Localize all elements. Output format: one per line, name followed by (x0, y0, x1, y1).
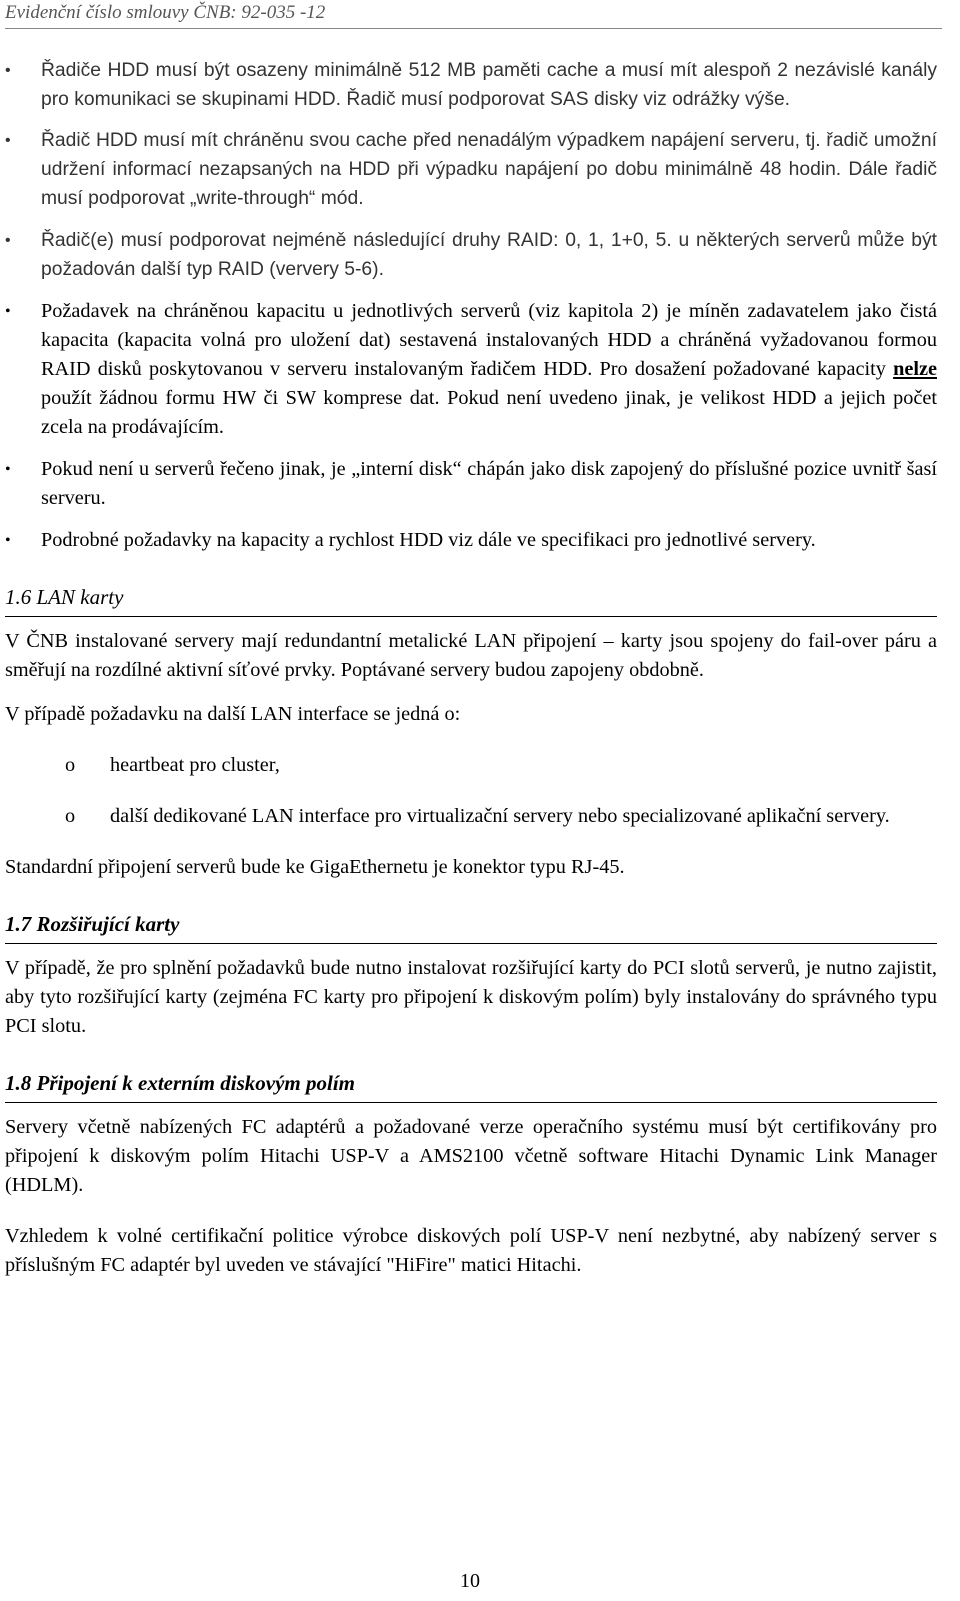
paragraph: Servery včetně nabízených FC adaptérů a požadované verze operačního systému musí být certifikovány pro připojení k diskovým polím Hitachi USP-V a AMS2100 včetně software Hitachi Dynamic Link Manager (HDLM). (5, 1116, 937, 1196)
list-item-text: Řadič(e) musí podporovat nejméně následující druhy RAID: 0, 1, 1+0, 5. u některých serverů může být požadován další typ RAID (ververy 5-6). (41, 230, 937, 280)
list-item-text: Podrobné požadavky na kapacity a rychlost HDD viz dále ve specifikaci pro jednotlivé servery. (41, 529, 816, 551)
bullet-icon: • (5, 532, 11, 549)
paragraph: V případě, že pro splnění požadavků bude nutno instalovat rozšiřující karty do PCI slotů serverů, je nutno zajistit, aby tyto rozšiřující karty (zejména FC karty pro připojení k diskovým polím) byly instalovány do správného typu PCI slotu. (5, 957, 937, 1037)
paragraph: Vzhledem k volné certifikační politice výrobce diskových polí USP-V není nezbytné, aby nabízený server s příslušným FC adaptér byl uveden ve stávající "HiFire" matici Hitachi. (5, 1225, 937, 1276)
sub-list-item (5, 751, 937, 780)
section-heading-expansion-cards: 1.7 Rozšiřující karty (5, 910, 937, 944)
bullet-icon: • (5, 303, 11, 320)
list-item (5, 226, 937, 284)
header-rule (5, 28, 942, 29)
list-item-text: Pokud není u serverů řečeno jinak, je „interní disk“ chápán jako disk zapojený do příslušné pozice uvnitř šasí serveru. (41, 458, 937, 509)
paragraph: V případě požadavku na další LAN interface se jedná o: (5, 703, 461, 725)
emphasis-text: nelze (893, 358, 937, 380)
circle-bullet-icon: o (65, 805, 76, 827)
list-item-text: použít žádnou formu HW či SW komprese dat. Pokud není uvedeno jinak, je velikost HDD a jejich počet zcela na prodávajícím. (41, 387, 937, 438)
requirements-list (5, 56, 937, 555)
list-item (5, 56, 937, 114)
sub-list-item-text: další dedikované LAN interface pro virtualizační servery nebo specializované aplikační servery. (110, 805, 890, 827)
paragraph: V ČNB instalované servery mají redundantní metalické LAN připojení – karty jsou spojeny do fail-over páru a směřují na rozdílné aktivní síťové prvky. Poptávané servery budou zapojeny obdobně. (5, 630, 937, 681)
list-item-text: Požadavek na chráněnou kapacitu u jednotlivých serverů (viz kapitola 2) je míněn zadavatelem jako čistá kapacita (kapacita volná pro uložení dat) sestavená instalovaných HDD a chráněná vyžadovanou formou RAID disků poskytovanou v serveru instalovaným řadičem HDD. Pro dosažení požadované kapacity (41, 300, 937, 380)
lan-interface-list (5, 751, 937, 831)
list-item-text: Řadič HDD musí mít chráněnu svou cache před nenadálým výpadkem napájení serveru, tj. řadič umožní udržení informací nezapsaných na HDD při výpadku napájení po dobu minimálně 48 hodin. Dále řadič musí podporovat „write-through“ mód. (41, 130, 937, 209)
bullet-icon: • (5, 132, 11, 149)
bullet-icon: • (5, 232, 11, 249)
page-number: 10 (460, 1570, 480, 1592)
list-item (5, 297, 937, 442)
document-content (5, 56, 937, 1295)
sub-list-item (5, 802, 937, 831)
list-item-text: Řadiče HDD musí být osazeny minimálně 512 MB paměti cache a musí mít alespoň 2 nezávislé kanály pro komunikaci se skupinami HDD. Řadič musí podporovat SAS disky viz odrážky výše. (41, 60, 937, 110)
list-item (5, 526, 937, 555)
section-heading-lan-cards: 1.6 LAN karty (5, 583, 937, 617)
list-item (5, 455, 937, 513)
paragraph: Standardní připojení serverů bude ke GigaEthernetu je konektor typu RJ-45. (5, 856, 625, 878)
contract-number-header: Evidenční číslo smlouvy ČNB: 92-035 -12 (5, 2, 326, 23)
section-heading-external-storage: 1.8 Připojení k externím diskovým polím (5, 1069, 937, 1103)
sub-list-item-text: heartbeat pro cluster, (110, 754, 280, 776)
bullet-icon: • (5, 62, 11, 79)
circle-bullet-icon: o (65, 754, 76, 776)
bullet-icon: • (5, 461, 11, 478)
list-item (5, 126, 937, 213)
